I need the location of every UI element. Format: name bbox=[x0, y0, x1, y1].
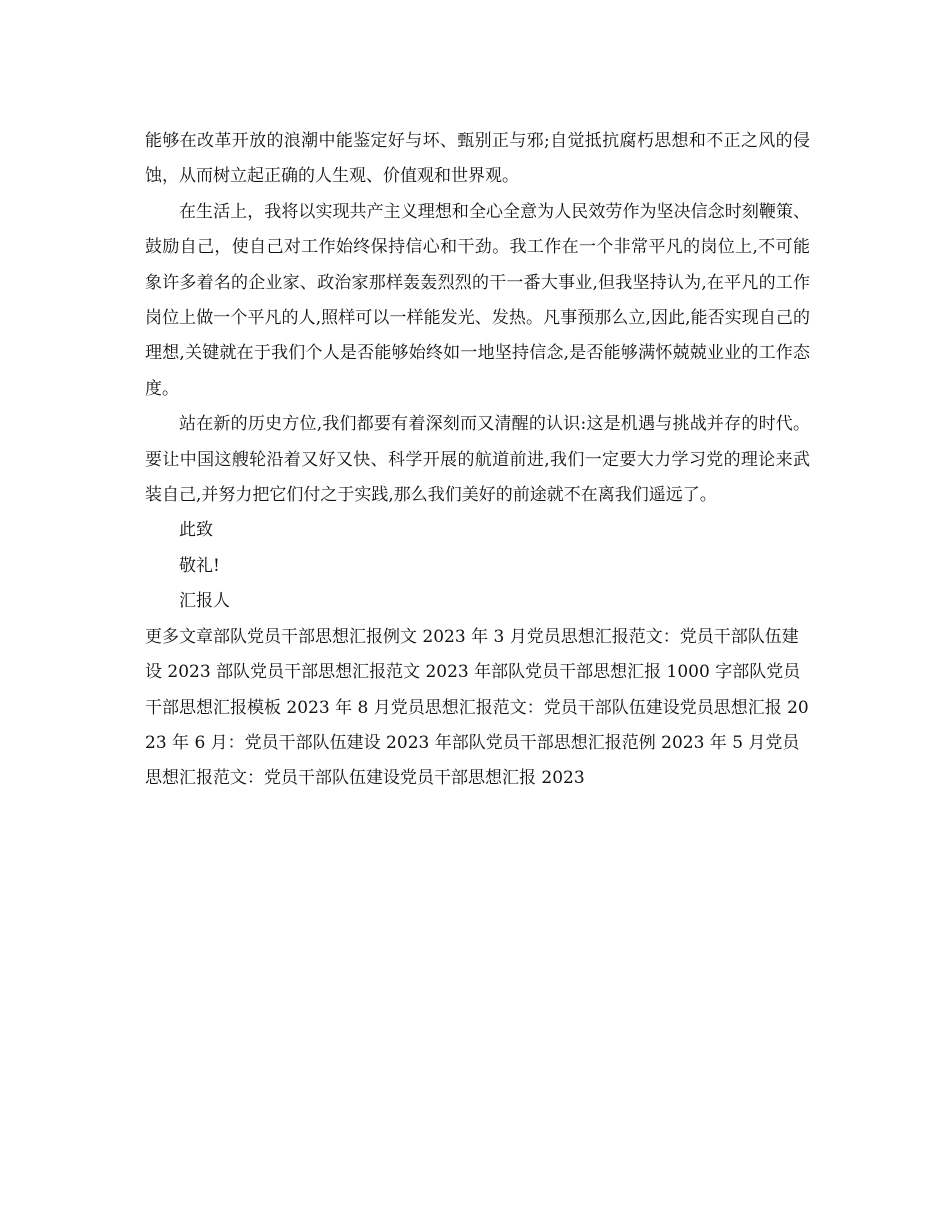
closing-respect: 敬礼! bbox=[179, 555, 220, 576]
paragraph-life: 在生活上，我将以实现共产主义理想和全心全意为人民效劳作为坚决信念时刻鞭策、鼓励自己，使自己对工作始终保持信心和干劲。我工作在一个非常平凡的岗位上,不可能象许多着名的企业家、政治家那样轰轰烈烈的干一番大事业,但我坚持认为,在平凡的工作岗位上做一个平凡的人,照样可以一样能发光、发热。凡事预那么立,因此,能否实现自己的理想,关键就在于我们个人是否能够始终如一地坚持信念,是否能够满怀兢兢业业的工作态度。 bbox=[145, 201, 810, 399]
more-articles-text: 更多文章部队党员干部思想汇报例文 2023 年 3 月党员思想汇报范文：党员干部队伍建设 2023 部队党员干部思想汇报范文 2023 年部队党员干部思想汇报 1000 字部队党员干部思想汇报模板 2023 年 8 月党员思想汇报范文：党员干部队伍建设党员思想汇报 2023 年 6 月：党员干部队伍建设 2023 年部队党员干部思想汇报范例 2023 年 5 月党员思想汇报范文：党员干部队伍建设党员干部思想汇报 2023 bbox=[145, 626, 809, 789]
paragraph-continuation: 能够在改革开放的浪潮中能鉴定好与坏、甄别正与邪;自觉抵抗腐朽思想和不正之风的侵蚀，从而树立起正确的人生观、价值观和世界观。 bbox=[145, 131, 810, 187]
paragraph-history: 站在新的历史方位,我们都要有着深刻而又清醒的认识:这是机遇与挑战并存的时代。要让中国这艘轮沿着又好又快、科学开展的航道前进,我们一定要大力学习党的理论来武装自己,并努力把它们付之于实践,那么我们美好的前途就不在离我们遥远了。 bbox=[145, 414, 810, 506]
closing-salute: 此致 bbox=[179, 520, 213, 541]
closing-signature: 汇报人 bbox=[179, 591, 230, 612]
document-body bbox=[145, 124, 810, 797]
